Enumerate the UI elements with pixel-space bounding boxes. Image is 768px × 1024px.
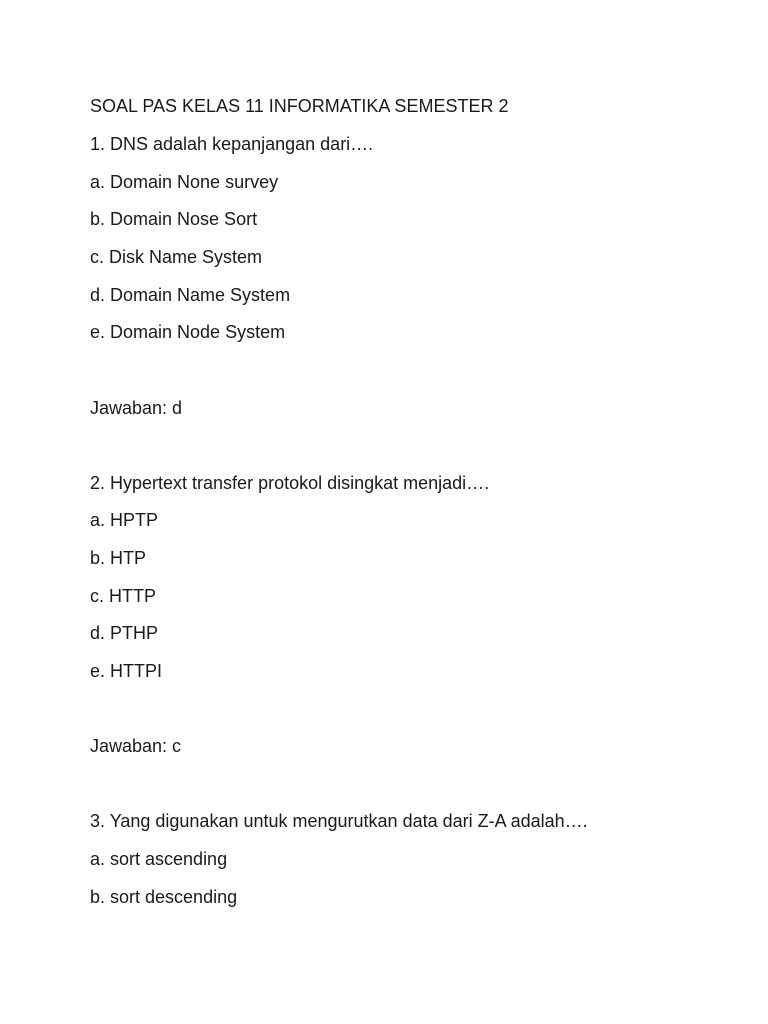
question-3-prompt: 3. Yang digunakan untuk mengurutkan data dari Z-A adalah…. <box>90 811 588 831</box>
question-1-option-b: b. Domain Nose Sort <box>90 209 258 229</box>
question-2-option-d: d. PTHP <box>90 623 159 643</box>
question-2-option-c: c. HTTP <box>90 586 156 606</box>
question-2-option-b: b. HTP <box>90 548 147 568</box>
document-title: SOAL PAS KELAS 11 INFORMATIKA SEMESTER 2 <box>90 96 509 116</box>
question-2-option-e: e. HTTPI <box>90 661 163 681</box>
question-1-prompt: 1. DNS adalah kepanjangan dari…. <box>90 134 374 154</box>
question-2-answer: Jawaban: c <box>90 736 182 756</box>
question-2-prompt: 2. Hypertext transfer protokol disingkat menjadi…. <box>90 473 490 493</box>
question-1-option-a: a. Domain None survey <box>90 172 279 192</box>
question-3-option-a: a. sort ascending <box>90 849 228 869</box>
question-3-option-b: b. sort descending <box>90 887 238 907</box>
question-1-option-d: d. Domain Name System <box>90 285 291 305</box>
question-1-answer: Jawaban: d <box>90 398 183 418</box>
question-1-option-e: e. Domain Node System <box>90 322 286 342</box>
question-2-option-a: a. HPTP <box>90 510 159 530</box>
question-1-option-c: c. Disk Name System <box>90 247 263 267</box>
